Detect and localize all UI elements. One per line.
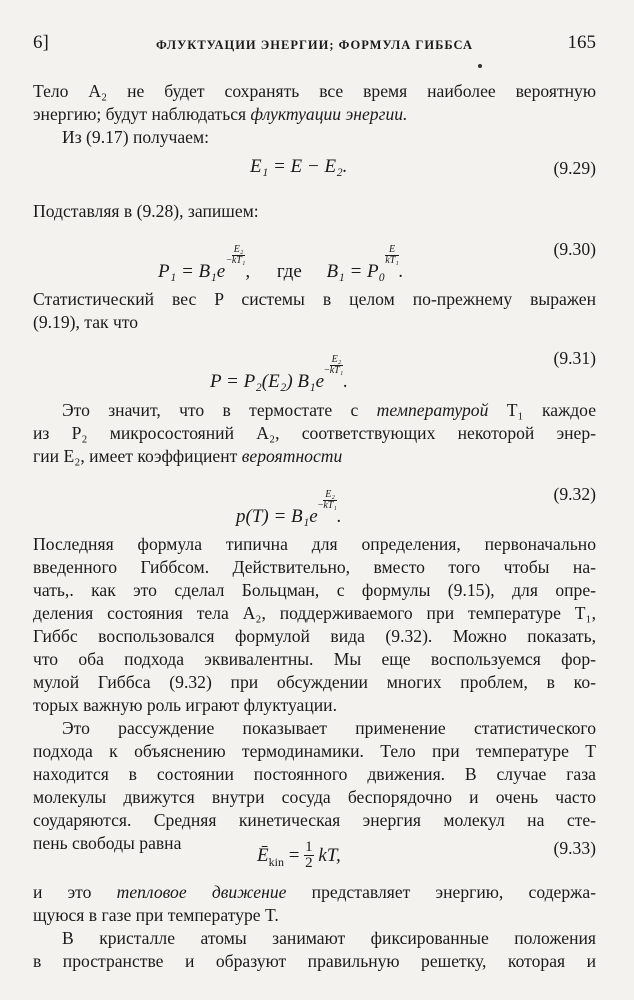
emphasis: тепловое движение: [116, 882, 287, 902]
text-line: деления состояния тела A₂, поддерживаемого при температуре T₁,: [33, 603, 596, 623]
text-line: энергию; будут наблюдаться флуктуации энергии.: [33, 104, 408, 124]
text-line: Из (9.17) получаем:: [62, 127, 210, 147]
text-line: молекулы движутся внутри сосуда беспорядочно и очень часто: [33, 787, 596, 807]
text-line: Подставляя в (9.28), запишем:: [33, 201, 259, 221]
equation-number: (9.29): [553, 158, 596, 178]
emphasis: флуктуации энергии.: [250, 104, 408, 124]
emphasis: температурой: [376, 400, 489, 420]
equation-number: (9.31): [553, 348, 596, 368]
running-header: [33, 32, 596, 56]
text-line: чать,. как это сделал Больцман, с формулы (9.15), для опре-: [33, 580, 596, 600]
text-line: щуюся в газе при температуре T.: [33, 905, 279, 925]
text-line: Тело A₂ не будет сохранять все время наиболее вероятную: [33, 81, 596, 101]
text-line: что оба подхода эквивалентны. Мы еще воспользуемся фор-: [33, 649, 596, 669]
equation-number: (9.30): [553, 239, 596, 259]
section-marker: 6]: [33, 32, 49, 53]
print-speck: [478, 64, 482, 68]
text-line: введенного Гиббсом. Действительно, вместо того чтобы на-: [33, 557, 596, 577]
text-line: из P₂ микросостояний A₂, соответствующих некоторой энер-: [33, 423, 596, 443]
text-line: торых важную роль играют флуктуации.: [33, 695, 337, 715]
equation-number: (9.33): [553, 838, 596, 858]
text-line: Статистический вес P системы в целом по-прежнему выражен: [33, 289, 596, 309]
text-line: (9.19), так что: [33, 312, 139, 332]
text-line: гии E₂, имеет коэффициент вероятности: [33, 446, 343, 466]
text-line: Гиббс воспользовался формулой вида (9.32). Можно показать,: [33, 626, 596, 646]
text-line: Это рассуждение показывает применение статистического: [62, 718, 596, 738]
equation-9-31: P = P₂(E₂) B₁e− $\frac{\text{E₂}}{\text{kT₁}}$ .: [210, 354, 348, 392]
equation-9-33: $Ē_{kin}$ = $\frac{1}{2}$ kT,: [257, 839, 341, 871]
text-line: подхода к объяснению термодинамики. Тело при температуре T: [33, 741, 596, 761]
text-line: Последняя формула типична для определения, первоначально: [33, 534, 596, 554]
equation-9-30: P₁ = B₁e− $\frac{\text{E₂}}{\text{kT₁}}$ , где B₁ = P₀ $\frac{E}{\text{kT₁}}$ .: [158, 244, 404, 282]
text-line: находится в состоянии постоянного движения. В случае газа: [33, 764, 596, 784]
text-line: в пространстве и образуют правильную решетку, которая и: [33, 951, 596, 971]
equation-number: (9.32): [553, 484, 596, 504]
running-title: ФЛУКТУАЦИИ ЭНЕРГИИ; ФОРМУЛА ГИББСА: [155, 38, 473, 52]
text-line: В кристалле атомы занимают фиксированные положения: [62, 928, 596, 948]
text-line: Это значит, что в термостате с температурой T₁ каждое: [62, 400, 597, 420]
emphasis: вероятности: [241, 446, 343, 466]
page-number: 165: [567, 32, 596, 53]
equation-9-29: E₁ = E − E₂.: [250, 156, 348, 177]
text-line: и это тепловое движение представляет энергию, содержа-: [33, 882, 596, 902]
text-line: мулой Гиббса (9.32) при обсуждении многих проблем, в ко-: [33, 672, 596, 692]
text-line: пень свободы равна: [33, 833, 182, 853]
equation-9-32: p(T) = B₁e− $\frac{\text{E₂}}{\text{kT₁}}$ .: [236, 489, 342, 527]
text-line: соударяются. Средняя кинетическая энергия молекул на сте-: [33, 810, 596, 830]
